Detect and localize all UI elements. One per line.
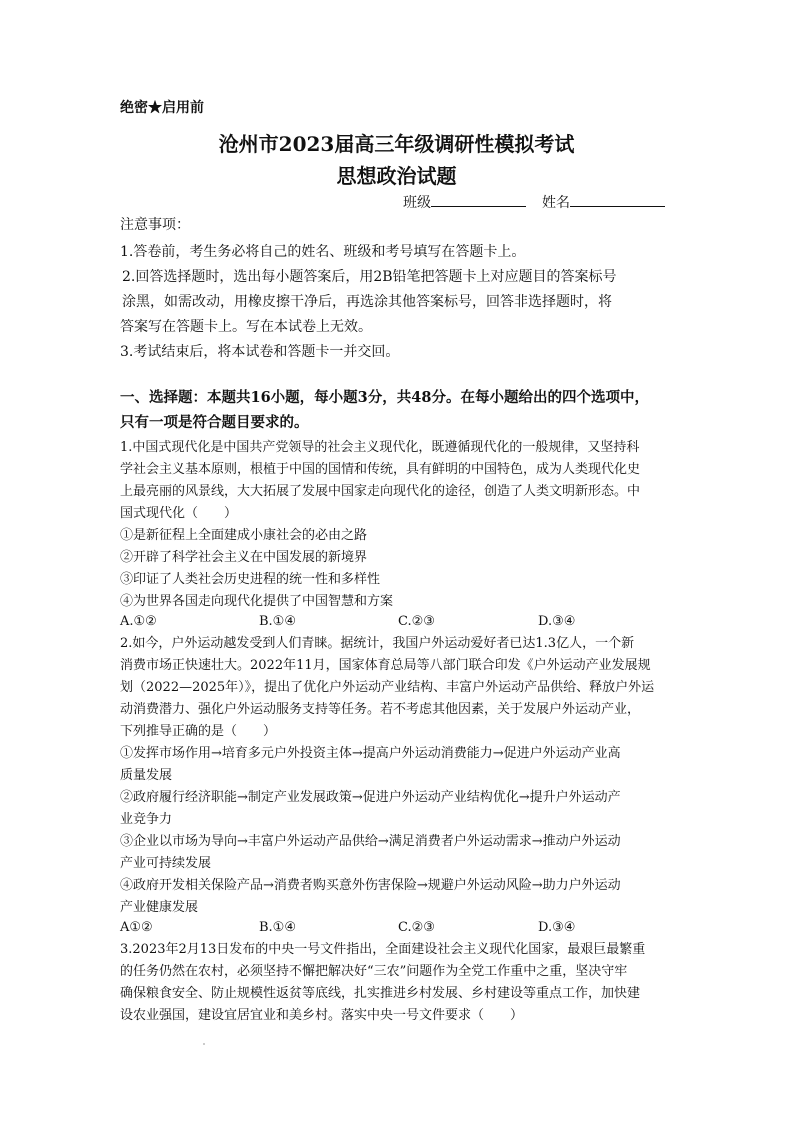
- q1-stem-line: 学社会主义基本原则，根植于中国的国情和传统，具有鲜明的中国特色，成为人类现代化史: [120, 462, 641, 477]
- exam-subtitle: 思想政治试题: [336, 164, 457, 188]
- name-label: 姓名: [542, 195, 570, 211]
- section-heading: 一、选择题：本题共16小题，每小题3分，共48分。在每小题给出的四个选项中，: [120, 389, 649, 406]
- q3-stem-line: 确保粮食安全、防止规模性返贫等底线，扎实推进乡村发展、乡村建设等重点工作，加快建: [120, 986, 641, 1001]
- class-name-row: [403, 192, 665, 212]
- note-line: 3.考试结束后，将本试卷和答题卡一并交回。: [120, 344, 400, 360]
- note-line: 涂黑，如需改动，用橡皮擦干净后，再选涂其他答案标号，回答非选择题时，将: [122, 294, 612, 310]
- notes-heading: 注意事项：: [120, 217, 190, 233]
- q2-item: 产业可持续发展: [120, 856, 212, 871]
- q3-stem-line: 3.2023年2月13日发布的中央一号文件指出，全面建设社会主义现代化国家，最艰巨最繁重: [120, 942, 646, 957]
- q2-option-a: A①②: [120, 920, 153, 935]
- q2-stem-line: 消费市场正快速壮大。2022年11月，国家体育总局等八部门联合印发《户外运动产业发展规: [120, 658, 651, 673]
- q1-stem-line: 1.中国式现代化是中国共产党领导的社会主义现代化，既遵循现代化的一般规律，又坚持科: [120, 440, 640, 455]
- note-line: 答案写在答题卡上。写在本试卷上无效。: [120, 319, 372, 335]
- q3-stem-line: 的任务仍然在农村，必须坚持不懈把解决好“三农”问题作为全党工作重中之重，坚决守牢: [120, 964, 628, 979]
- q2-item: ③企业以市场为导向→丰富户外运动产品供给→满足消费者户外运动需求→推动户外运动: [120, 834, 621, 849]
- q2-item: ④政府开发相关保险产品→消费者购买意外伤害保险→规避户外运动风险→助力户外运动: [120, 878, 621, 893]
- q1-option-b: B.①④: [259, 614, 296, 629]
- q2-option-d: D.③④: [538, 920, 576, 935]
- note-line: 2.回答选择题时，选出每小题答案后，用2B铅笔把答题卡上对应题目的答案标号: [122, 269, 617, 285]
- q2-item: 业竞争力: [120, 812, 173, 827]
- q1-item: ③印证了人类社会历史进程的统一性和多样性: [120, 572, 381, 587]
- q2-option-c: C.②③: [398, 920, 435, 935]
- q1-stem-line: 上最亮丽的风景线，大大拓展了发展中国家走向现代化的途径，创造了人类文明新形态。中: [120, 484, 641, 499]
- q2-stem-line: 下列推导正确的是（ ）: [120, 724, 277, 739]
- q2-item: ②政府履行经济职能→制定产业发展政策→促进户外运动产业结构优化→提升户外运动产: [120, 790, 621, 805]
- q1-stem-line: 国式现代化（ ）: [120, 506, 238, 521]
- class-label: 班级: [403, 195, 431, 211]
- exam-title: 沧州市2023届高三年级调研性模拟考试: [218, 132, 575, 156]
- q3-stem-line: 设农业强国，建设宜居宜业和美乡村。落实中央一号文件要求（ ）: [120, 1008, 524, 1023]
- q2-stem-line: 动消费潜力、强化户外运动服务支持等任务。若不考虑其他因素，关于发展户外运动产业，: [120, 702, 641, 717]
- q1-option-a: A.①②: [120, 614, 157, 629]
- q1-item: ④为世界各国走向现代化提供了中国智慧和方案: [120, 594, 394, 609]
- q2-item: 质量发展: [120, 768, 173, 783]
- class-blank: [431, 194, 526, 207]
- q2-stem-line: 划（2022—2025年）》，提出了优化户外运动产业结构、丰富户外运动产品供给、释放户外运: [120, 680, 655, 695]
- section-heading: 只有一项是符合题目要求的。: [120, 414, 309, 431]
- note-line: 1.答卷前，考生务必将自己的姓名、班级和考号填写在答题卡上。: [120, 244, 526, 260]
- scan-speck: [203, 1043, 205, 1045]
- q1-option-c: C.②③: [398, 614, 435, 629]
- q1-option-d: D.③④: [538, 614, 576, 629]
- q1-item: ①是新征程上全面建成小康社会的必由之路: [120, 528, 368, 543]
- q2-stem-line: 2.如今，户外运动越发受到人们青睐。据统计，我国户外运动爱好者已达1.3亿人，一个新: [120, 636, 635, 651]
- secret-mark: 绝密★启用前: [120, 100, 204, 116]
- name-blank: [570, 194, 665, 207]
- q1-item: ②开辟了科学社会主义在中国发展的新境界: [120, 550, 368, 565]
- q2-item: 产业健康发展: [120, 900, 199, 915]
- q2-option-b: B.①④: [259, 920, 296, 935]
- q2-item: ①发挥市场作用→培育多元户外投资主体→提高户外运动消费能力→促进户外运动产业高: [120, 746, 621, 761]
